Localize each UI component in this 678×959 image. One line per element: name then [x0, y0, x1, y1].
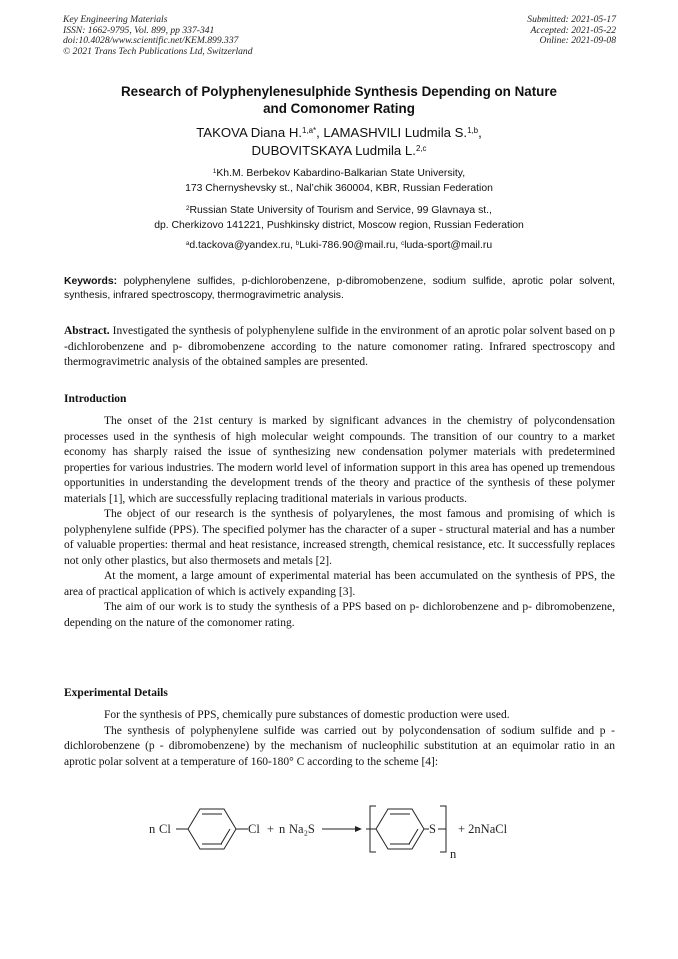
paragraph: The object of our research is the synthesis of polyarylenes, the most famous and promising of which is polyphenylene sulfide (PPS). The specified polymer has the character of a super - structural material and has a number of valuable properties: thermal and heat resistance, increased strength, chemical resistance, etc. It successfully replaces not only other plastics, but also thermosets and metals [2]. — [64, 508, 615, 567]
email-sup: c — [401, 240, 405, 248]
chlorine-right: Cl — [248, 822, 260, 836]
plus-sign: + — [267, 822, 275, 836]
benzene-ring-icon — [376, 809, 424, 849]
section-heading-experimental: Experimental Details — [64, 687, 168, 699]
email-sup: b — [295, 240, 300, 248]
reaction-arrow-icon — [322, 826, 362, 832]
email-sup: a — [185, 240, 190, 248]
title-line-2: and Comonomer Rating — [263, 101, 415, 116]
online-date: Online: 2021-09-08 — [539, 35, 616, 47]
affil-line: 173 Chernyshevsky st., Nal’chik 360004, KBR, Russian Federation — [185, 182, 493, 194]
publication-dates — [527, 15, 616, 47]
author-separator: , — [478, 125, 482, 140]
keywords-block — [64, 275, 615, 303]
abstract-label: Abstract. — [64, 325, 110, 337]
affiliation-2 — [60, 204, 618, 233]
affil-line: Kh.M. Berbekov Kabardino-Balkarian State University, — [216, 168, 466, 179]
chlorine-left: Cl — [159, 822, 171, 836]
affil-number: 2 — [186, 205, 190, 213]
submitted-date: Submitted: 2021-05-17 — [527, 14, 616, 25]
repeat-subscript-n: n — [450, 847, 457, 861]
sulfur-atom: S — [429, 822, 436, 836]
keywords-label: Keywords: — [64, 276, 118, 287]
reaction-scheme — [140, 800, 540, 862]
accepted-date: Accepted: 2021-05-22 — [530, 24, 616, 36]
author-affil-sup: 2,c — [415, 143, 427, 153]
paragraph: The onset of the 21st century is marked by significant advances in the chemistry of polycondensation processes used in the synthesis of high molecular weight compounds. The transition of our country to a market economy has sharply raised the issue of synthesizing new condensation polymer materials with predetermined properties for various industries. The modern world level of information support in this area has opened up tremendous opportunities in understanding the development trends of the theory and practice of the synthesis of these polymer materials [1], which are successfully replacing traditional materials in various products. — [64, 415, 615, 505]
paragraph: At the moment, a large amount of experimental material has been accumulated on the synthesis of PPS, the area of practical application of which is actively expanding [3]. — [64, 570, 615, 598]
issn-line: ISSN: 1662-9795, Vol. 899, pp 337-341 — [63, 24, 215, 36]
paragraph: The synthesis of polyphenylene sulfide was carried out by polycondensation of sodium sulfide and p - dichlorobenzene (p - dibromobenzene) by the mechanism of nucleophilic substitution at an equimolar ratio in an aprotic polar solvent at a temperature of 160-180° C according to the scheme [4]: — [64, 724, 615, 768]
author-name: DUBOVITSKAYA Ludmila L. — [251, 142, 416, 158]
author-emails — [60, 239, 618, 254]
paper-title — [60, 83, 618, 117]
email-link[interactable]: Luki-786.90@mail.ru, — [299, 240, 399, 251]
section-heading-introduction: Introduction — [64, 393, 127, 405]
byproduct-nacl: + 2nNaCl — [458, 822, 508, 836]
journal-info — [63, 15, 253, 57]
affil-line: dp. Cherkizovo 141221, Pushkinsky district, Moscow region, Russian Federation — [154, 219, 524, 231]
abstract-block — [64, 324, 615, 371]
copyright-line: © 2021 Trans Tech Publications Ltd, Switzerland — [63, 45, 253, 57]
introduction-body — [64, 414, 615, 631]
doi-line: doi:10.4028/www.scientific.net/KEM.899.337 — [63, 35, 239, 47]
coefficient-n: n — [279, 822, 286, 836]
email-link[interactable]: d.tackova@yandex.ru, — [189, 240, 293, 251]
affil-line: Russian State University of Tourism and Service, 99 Glavnaya st., — [189, 205, 492, 216]
author-name: TAKOVA Diana H. — [196, 125, 303, 140]
author-affil-sup: 1,a* — [302, 126, 317, 136]
title-line-1: Research of Polyphenylenesulphide Synthesis Depending on Nature — [120, 84, 558, 99]
paragraph: For the synthesis of PPS, chemically pure substances of domestic production were used. — [104, 709, 510, 721]
experimental-body — [64, 708, 615, 770]
abstract-text: Investigated the synthesis of polyphenylene sulfide in the environment of an aprotic polar solvent based on p -dichlorobenzene and p- dibromobenzene according to the nature comonomer rating. Infrared spectroscopy and thermogravimetric analysis of the obtained samples are presented. — [64, 325, 615, 368]
email-link[interactable]: luda-sport@mail.ru — [404, 240, 493, 251]
affiliation-1 — [60, 167, 618, 196]
paragraph: The aim of our work is to study the synthesis of a PPS based on p- dichlorobenzene and p- dibromobenzene, depending on the nature of the comonomer rating. — [64, 601, 615, 629]
author-affil-sup: 1,b — [467, 126, 479, 136]
journal-name: Key Engineering Materials — [63, 14, 168, 25]
sodium-sulfide: Na₂S — [289, 822, 315, 836]
author-name: LAMASHVILI Ludmila S. — [323, 125, 468, 140]
affil-number: 1 — [212, 168, 217, 176]
keywords-text: polyphenylene sulfides, p-dichlorobenzene, p-dibromobenzene, sodium sulfide, aprotic polar solvent, synthesis, infrared spectroscopy, thermogravimetric analysis. — [64, 276, 615, 301]
benzene-ring-icon — [188, 809, 236, 849]
coefficient-n: n — [149, 822, 156, 836]
author-separator: , — [316, 125, 324, 140]
author-list — [60, 124, 618, 159]
